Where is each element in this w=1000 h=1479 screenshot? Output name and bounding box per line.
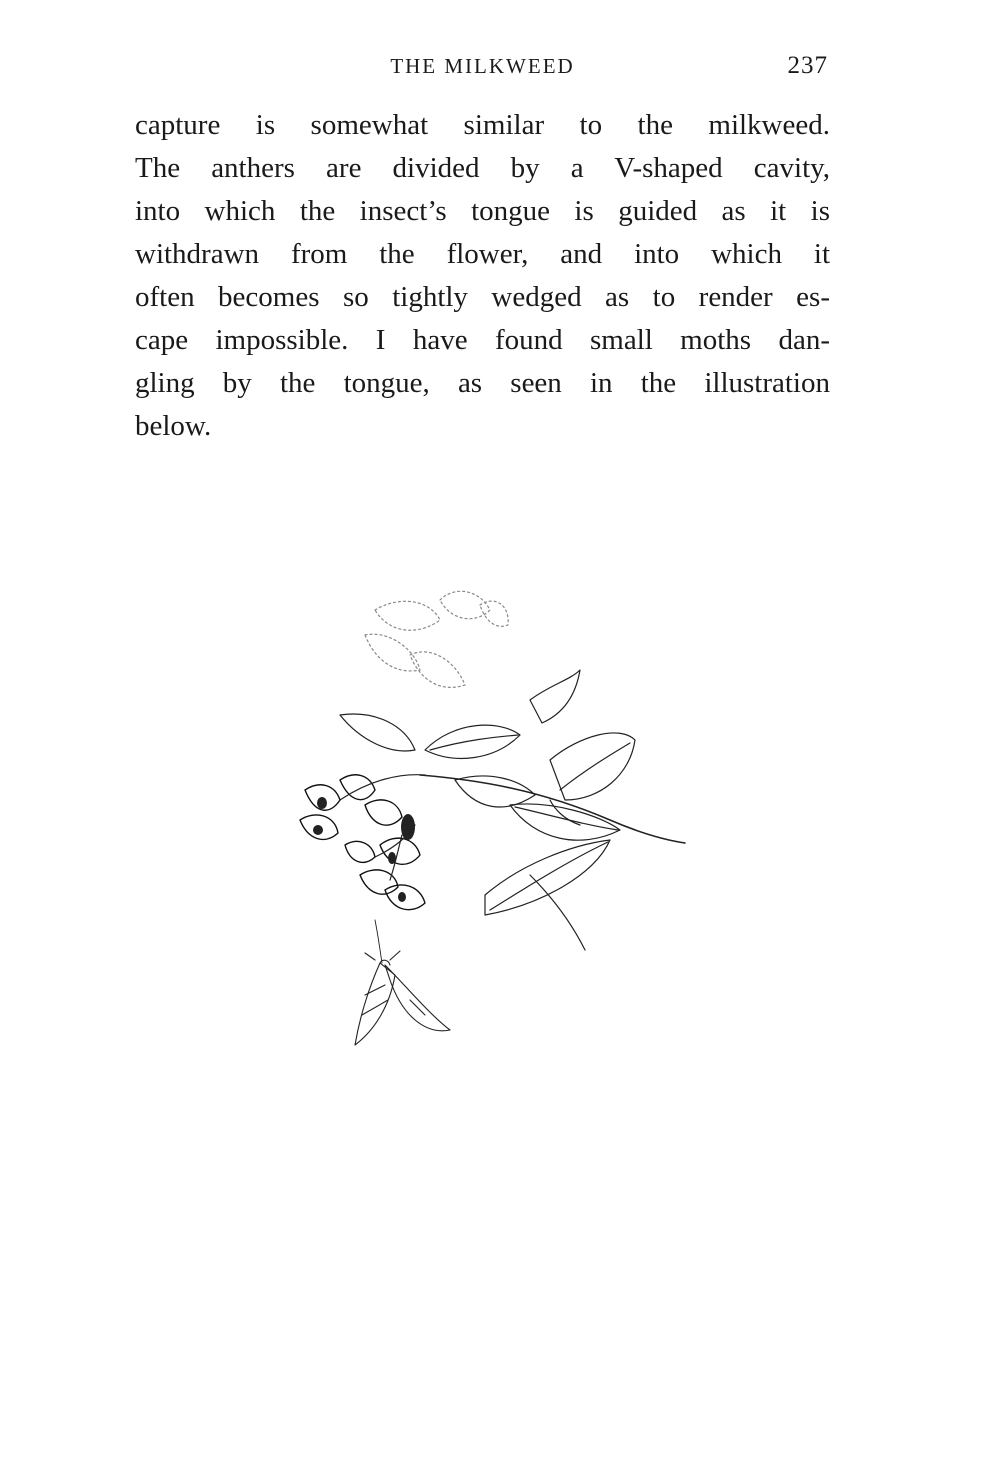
text-line: gling by the tongue, as seen in the illustration: [135, 367, 830, 399]
milkweed-illustration: [280, 575, 700, 1060]
page-number: 237: [787, 52, 828, 79]
text-line: cape impossible. I have found small moths dan-: [135, 324, 830, 356]
text-line: capture is somewhat similar to the milkweed.: [135, 109, 830, 141]
text-line: withdrawn from the flower, and into which it: [135, 238, 830, 270]
text-line: below.: [135, 410, 212, 442]
body-paragraph: [135, 104, 830, 448]
text-line: The anthers are divided by a V-shaped cavity,: [135, 152, 830, 184]
text-line: often becomes so tightly wedged as to render es-: [135, 281, 830, 313]
milkweed-flower-with-dangling-moth-drawing: [280, 575, 700, 1060]
text-line: into which the insect’s tongue is guided as it is: [135, 195, 830, 227]
running-title: THE MILKWEED: [390, 54, 575, 78]
running-head: [135, 54, 830, 84]
